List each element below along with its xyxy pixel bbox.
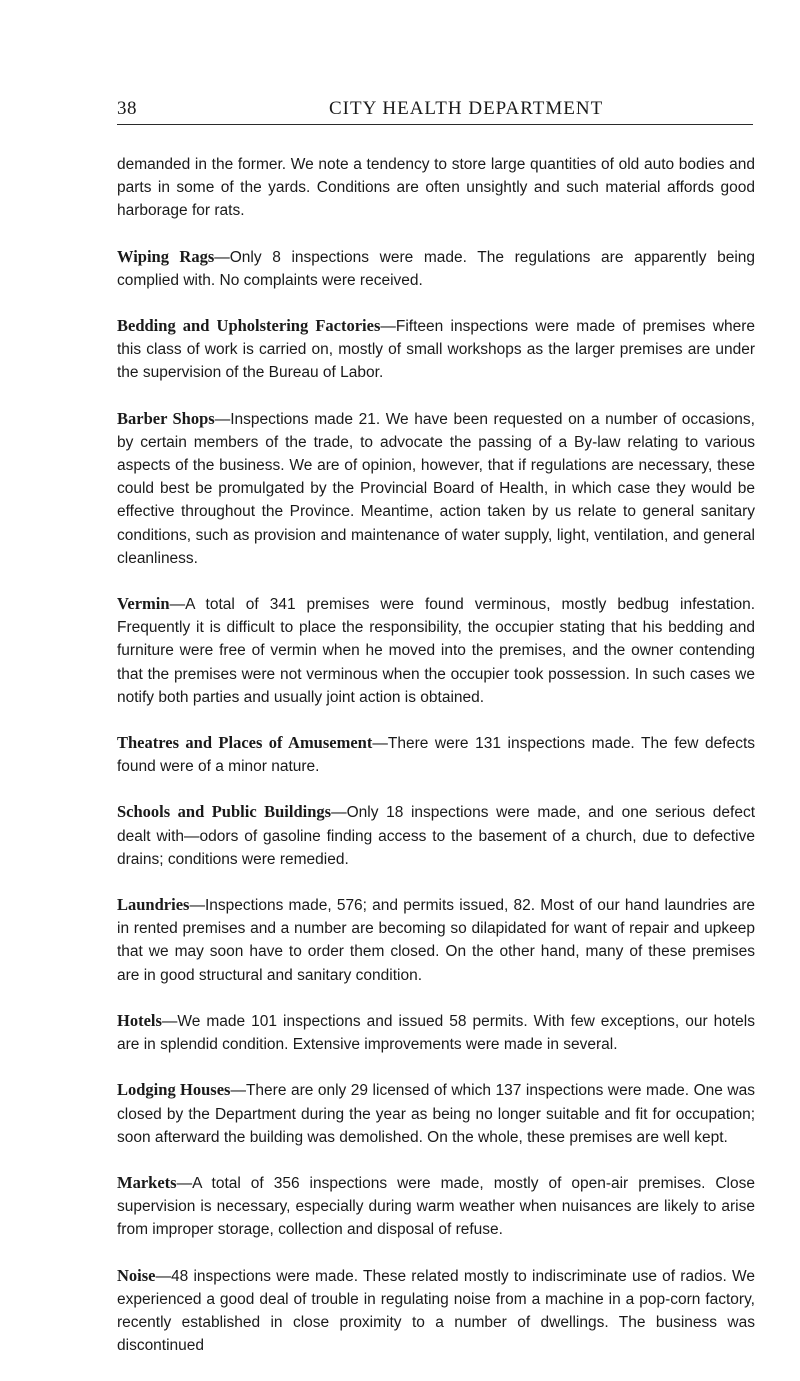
paragraph-text: —Inspections made, 576; and permits issued, 82. Most of our hand laundries are in rented premises and a number are becoming so dilapidated for want of repair and upkeep that we may soon have to order them closed. On the other hand, many of these premises are in good structural and sanitary condition. bbox=[117, 897, 755, 984]
topic-heading: Laundries bbox=[117, 895, 190, 915]
topic-heading: Theatres and Places of Amusement bbox=[117, 733, 373, 753]
paragraph-theatres bbox=[117, 731, 755, 778]
paragraph-text: —We made 101 inspections and issued 58 permits. With few exceptions, our hotels are in splendid condition. Extensive improvements were made in several. bbox=[117, 1012, 755, 1054]
paragraph-schools bbox=[117, 800, 755, 871]
topic-heading: Markets bbox=[117, 1172, 177, 1192]
paragraph-text: —Only 18 inspections were made, and one serious defect dealt with—odors of gasoline finding access to the basement of a church, due to defective drains; conditions were remedied. bbox=[117, 804, 756, 868]
report-body bbox=[117, 153, 755, 1379]
paragraph-text: —A total of 356 inspections were made, mostly of open-air premises. Close supervision is necessary, especially during warm weather when nuisances are likely to arise from improper storage, collection and disposal of refuse. bbox=[117, 1174, 755, 1239]
paragraph-wiping-rags bbox=[117, 245, 755, 292]
paragraph-text: —There are only 29 licensed of which 137 inspections were made. One was closed by the Department during the year as being no longer suitable and fit for occupation; soon afterward the building was demolished. On the whole, these premises are well kept. bbox=[117, 1082, 755, 1146]
paragraph-markets bbox=[117, 1171, 755, 1242]
paragraph-text: —48 inspections were made. These related mostly to indiscriminate use of radios. We experienced a good deal of trouble in regulating noise from a machine in a pop-corn factory, recently established in close proximity to a number of dwellings. The business was discontinued bbox=[117, 1267, 755, 1355]
paragraph-laundries bbox=[117, 893, 755, 987]
paragraph-text: demanded in the former. We note a tendency to store large quantities of old auto bodies and parts in some of the yards. Conditions are often unsightly and such material affords good harborage for rats. bbox=[117, 156, 755, 220]
paragraph-text: —Fifteen inspections were made of premises where this class of work is carried on, mostly of small workshops as the larger premises are under the supervision of the Bureau of Labor. bbox=[117, 318, 755, 382]
paragraph-hotels bbox=[117, 1009, 755, 1056]
paragraph-text: —There were 131 inspections made. The few defects found were of a minor nature. bbox=[117, 735, 755, 776]
running-title: CITY HEALTH DEPARTMENT bbox=[329, 98, 604, 119]
page-header bbox=[117, 94, 753, 125]
paragraph-barber-shops bbox=[117, 407, 755, 570]
paragraph-text: —Only 8 inspections were made. The regulations are apparently being complied with. No complaints were received. bbox=[117, 248, 755, 289]
paragraph-noise bbox=[117, 1264, 755, 1358]
paragraph-lodging-houses bbox=[117, 1078, 755, 1149]
topic-heading: Bedding and Upholstering Factories bbox=[117, 316, 381, 336]
paragraph-text: —Inspections made 21. We have been requested on a number of occasions, by certain members of the trade, to advocate the passing of a By-law relating to various aspects of the business. We are of opinion, however, that if regulations are necessary, these could best be promulgated by the Provincial Board of Health, in which case they would be effective throughout the Province. Meantime, action taken by us relate to general sanitary conditions, such as provision and maintenance of water supply, light, ventilation, and general cleanliness. bbox=[117, 410, 755, 567]
topic-heading: Wiping Rags bbox=[117, 246, 215, 266]
paragraph-vermin bbox=[117, 592, 755, 709]
page-number: 38 bbox=[117, 98, 137, 119]
topic-heading: Noise bbox=[117, 1265, 156, 1285]
topic-heading: Hotels bbox=[117, 1010, 162, 1030]
paragraph-text: —A total of 341 premises were found verminous, mostly bedbug infestation. Frequently it is difficult to place the responsibility, the occupier stating that his bedding and furniture were free of vermin when he moved into the premises, and the owner contending that the premises were not verminous when the occupier took possession. In such cases we notify both parties and usually joint action is obtained. bbox=[117, 596, 755, 706]
paragraph-bedding-upholstering bbox=[117, 314, 755, 385]
topic-heading: Lodging Houses bbox=[117, 1080, 231, 1100]
paragraph-continuation bbox=[117, 153, 755, 223]
topic-heading: Barber Shops bbox=[117, 408, 215, 428]
topic-heading: Schools and Public Buildings bbox=[117, 802, 332, 822]
topic-heading: Vermin bbox=[117, 594, 170, 614]
